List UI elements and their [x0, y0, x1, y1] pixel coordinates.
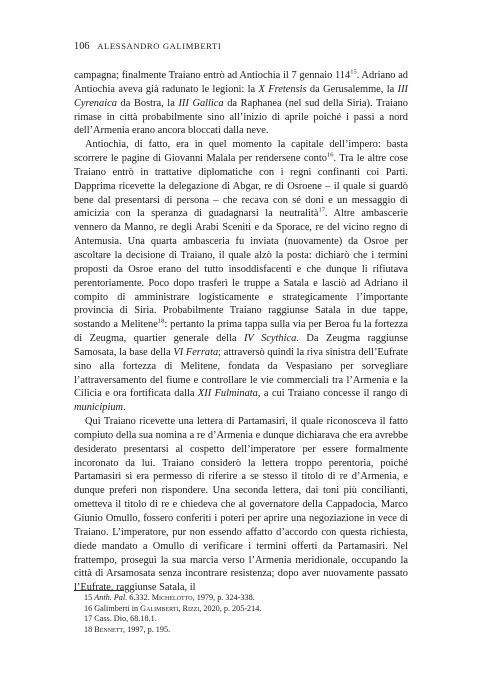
text-run: da Gerusalemme, la — [306, 83, 398, 95]
body-text — [74, 69, 408, 595]
footnote-ref: 18 — [157, 317, 165, 325]
text-run: . Altre ambascerie vennero da Manno, re degli Arabi Sceniti e da Sporace, re del vicino regno di Antemusia. Una quarta ambasceria fu inviata (nuovamente) da Osroe per ascoltare la decisione di Traiano, il quale alzò la posta: dichiarò che i termini proposti da Osroe erano del tutto insoddisfacenti e che dunque li rifiutava perentoriamente. Poco dopo trasferì le truppe a Satala e lasciò ad Adriano il compito di amministrare logisticamente e strategicamente l’importante provincia di Siria. Probabilmente Traiano raggiunse Satala in due tappe, sostando a Melitene — [74, 208, 409, 331]
text-run: . Tra le altre cose Traiano entrò in trattative diplomatiche con i regni confinanti coi Parti. Dapprima ricevette la delegazione di Abgar, re di Osroene – il quale si guardò bene dal presentarsi di persona – che recava con sé doni e un messaggio di amicizia con la speranza di guadagnarsi la neutralità — [74, 153, 408, 220]
text-run: . Adriano ad Antiochia aveva già radunato le legioni: la — [74, 70, 409, 95]
footnote — [74, 625, 408, 636]
footnote — [74, 614, 408, 625]
text-run: 17 Cass. Dio, 68.18.1. — [84, 614, 157, 624]
text-run: Antiochia, di fatto, era in quel momento la capitale dell’impero: basta scorrere le pagine di Giovanni Malala per rendersene conto — [74, 139, 408, 165]
footnote — [74, 604, 408, 615]
text-run: Qui Traiano ricevette una lettera di Partamasiri, il quale riconosceva il fatto compiuto della sua nomina a re d’Armenia e dunque dichiarava che era avrebbe desiderato presentarsi al cospetto dell’imperatore per essere formalmente incoronato da lui. Traiano considerò la lettera troppo perentoria, poiché Partamasiri si era permesso di riferire a se stesso il titolo di re d’Armenia, e dunque preferì non rispondere. Una seconda lettera, dai toni più concilianti, ometteva il titolo di re e chiedeva che al governatore della Cappadocia, Marco Giunio Omullo, fossero conferiti i poteri per aprire una negoziazione in vece di Traiano. L’imperatore, pur non essendo affatto d’accordo con questa richiesta, diede mandato a Omullo di verificare i termini offerti da Partamasiri. Nel frattempo, proseguì la sua marcia verso l’Armenia meridionale, occupando la città di Arsamosata senza incontrare resistenza; dopo aver nuovamente passato l’Eufrate, raggiunse Satala, il — [74, 416, 408, 594]
footnote-ref: 16 — [326, 151, 334, 159]
footnotes — [74, 593, 408, 635]
text-run: 6.332. — [127, 593, 152, 602]
text-run: . — [123, 402, 126, 414]
text-run: , 1979, p. 324-338. — [192, 593, 255, 602]
text-run: 16 Galimberti in — [84, 603, 141, 613]
text-run: III Cyrenaica — [74, 83, 408, 109]
footnote — [74, 593, 408, 604]
text-run: , 2020, p. 205-214. — [199, 603, 262, 613]
text-run: , a cui Traiano concesse il rango di — [257, 388, 408, 400]
text-run: , 1997, p. 195. — [123, 624, 171, 634]
text-run: ; attraversò quindi la riva sinistra dell’Eufrate sino alla fortezza di Melitene, fondata da Vespasiano per sorvegliare l’attraversamento del fiume e controllare le vie commerciali tra l’Armenia e la Cilicia e ora fortificata dalla — [74, 346, 408, 400]
text-run: : pertanto la prima tappa sulla via per Beroa fu la fortezza di Zeugma, quartier generale della — [74, 319, 408, 345]
paragraph — [74, 69, 408, 138]
text-run: IV Scythica — [243, 333, 297, 345]
running-author: ALESSANDRO GALIMBERTI — [97, 41, 222, 51]
text-run: da Raphanea (nel sud della Siria). Traiano rimase in città probabilmente sino all’inizio di aprile poiché i passi a nord dell’Armenia erano ancora bloccati dalla neve. — [74, 97, 408, 137]
paragraph — [74, 415, 408, 595]
page-number: 106 — [74, 41, 90, 52]
text-run: municipium — [74, 402, 124, 414]
text-run: . Da Zeugma raggiunse Samosata, la base della — [74, 333, 408, 358]
text-run: 15 — [84, 593, 95, 602]
text-run: Bennett — [94, 624, 124, 634]
footnote-ref: 15 — [350, 68, 357, 76]
text-run: 18 — [84, 624, 95, 634]
text-run: Anth. Pal. — [94, 593, 128, 602]
running-header — [74, 41, 221, 52]
text-run: Galimberti, Rizzi — [140, 603, 200, 613]
text-run: III Gallica — [178, 97, 224, 109]
footnote-separator — [74, 590, 124, 591]
paragraph — [74, 138, 408, 415]
text-run: campagna; finalmente Traiano entrò ad Antiochia il 7 gennaio 114 — [74, 70, 351, 81]
text-run: X Fretensis — [258, 83, 307, 95]
text-run: Michelotto — [151, 593, 193, 602]
text-run: VI Ferrata — [173, 346, 219, 358]
footnote-ref: 17 — [318, 206, 325, 214]
text-run: da Bostra, la — [116, 97, 179, 109]
text-run: XII Fulminata — [197, 388, 258, 400]
